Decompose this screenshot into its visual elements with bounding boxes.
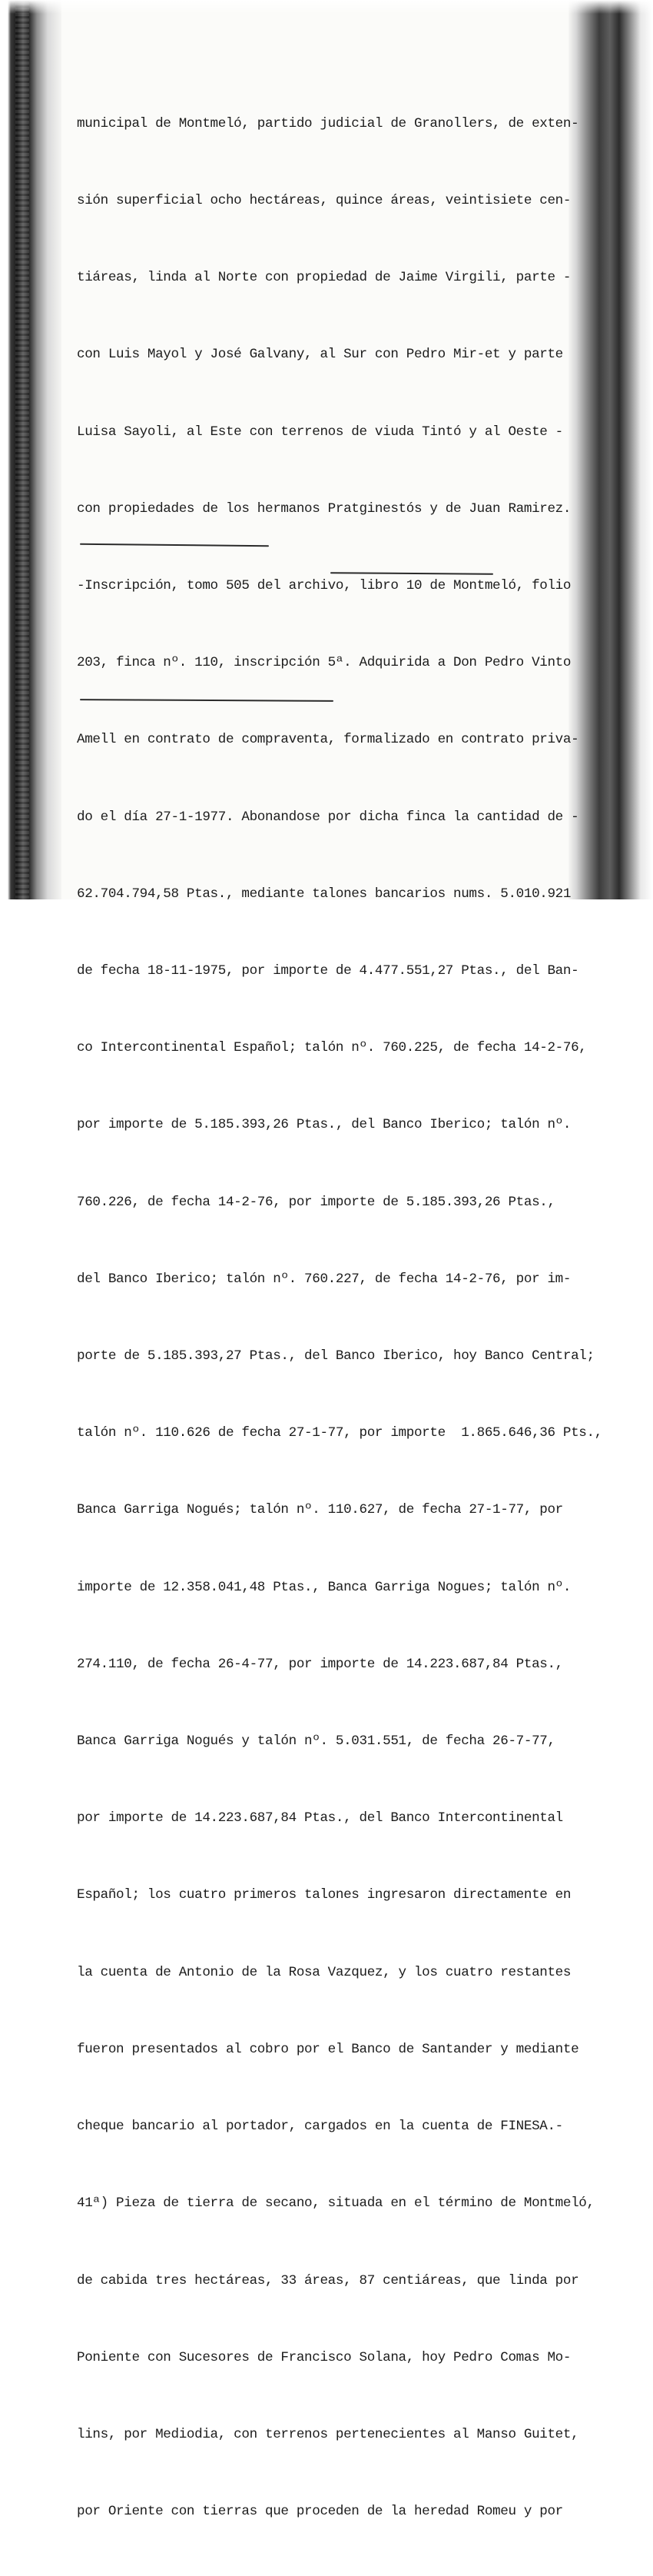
- text-line: de fecha 18-11-1975, por importe de 4.477.551,27 Ptas., del Ban-: [77, 963, 579, 979]
- text-line: Luisa Sayoli, al Este con terrenos de viuda Tintó y al Oeste -: [77, 424, 563, 440]
- text-line: con Luis Mayol y José Galvany, al Sur con Pedro Mir-et y parte: [77, 347, 563, 363]
- text-line: importe de 12.358.041,48 Ptas., Banca Garriga Nogues; talón nº.: [77, 1579, 572, 1595]
- text-line: talón nº. 110.626 de fecha 27-1-77, por importe 1.865.646,36 Pts.,: [77, 1425, 602, 1441]
- text-line: 760.226, de fecha 14-2-76, por importe de 5.185.393,26 Ptas.,: [77, 1194, 555, 1210]
- text-line: tiáreas, linda al Norte con propiedad de Jaime Virgili, parte -: [77, 270, 572, 286]
- top-margin: [0, 0, 653, 14]
- text-line: del Banco Iberico; talón nº. 760.227, de fecha 14-2-76, por im-: [77, 1271, 572, 1287]
- text-line: -Inscripción, tomo 505 del archivo, libro 10 de Montmeló, folio: [77, 578, 572, 594]
- left-binding-shadow: [0, 0, 61, 899]
- text-line: 203, finca nº. 110, inscripción 5ª. Adquirida a Don Pedro Vinto: [77, 655, 572, 671]
- text-line: Banca Garriga Nogués y talón nº. 5.031.551, de fecha 26-7-77,: [77, 1733, 555, 1750]
- text-line: 274.110, de fecha 26-4-77, por importe de 14.223.687,84 Ptas.,: [77, 1656, 563, 1672]
- text-line: cheque bancario al portador, cargados en la cuenta de FINESA.-: [77, 2119, 563, 2135]
- text-line: por importe de 5.185.393,26 Ptas., del Banco Iberico; talón nº.: [77, 1117, 572, 1133]
- text-line: Poniente con Sucesores de Francisco Solana, hoy Pedro Comas Mo-: [77, 2349, 572, 2365]
- text-line: do el día 27-1-1977. Abonandose por dicha finca la cantidad de -: [77, 809, 579, 825]
- text-line: lins, por Mediodia, con terrenos pertenecientes al Manso Guitet,: [77, 2426, 579, 2442]
- text-line: de cabida tres hectáreas, 33 áreas, 87 centiáreas, que linda por: [77, 2272, 579, 2288]
- text-line: por Oriente con tierras que proceden de la heredad Romeu y por: [77, 2504, 563, 2520]
- text-line: porte de 5.185.393,27 Ptas., del Banco Iberico, hoy Banco Central;: [77, 1348, 595, 1364]
- text-line: con propiedades de los hermanos Pratginestós y de Juan Ramirez.: [77, 500, 572, 517]
- text-line: municipal de Montmeló, partido judicial de Granollers, de exten-: [77, 115, 579, 131]
- text-line: Amell en contrato de compraventa, formalizado en contrato priva-: [77, 732, 579, 748]
- text-line: 41ª) Pieza de tierra de secano, situada en el término de Montmeló,: [77, 2195, 595, 2212]
- text-line: por importe de 14.223.687,84 Ptas., del Banco Intercontinental: [77, 1810, 563, 1826]
- text-line: fueron presentados al cobro por el Banco de Santander y mediante: [77, 2041, 579, 2057]
- text-line: co Intercontinental Español; talón nº. 760.225, de fecha 14-2-76,: [77, 1040, 587, 1056]
- text-line: Español; los cuatro primeros talones ingresaron directamente en: [77, 1887, 572, 1903]
- typewritten-text-block: [77, 60, 602, 2576]
- text-line: 62.704.794,58 Ptas., mediante talones bancarios nums. 5.010.921: [77, 886, 572, 902]
- text-line: la cuenta de Antonio de la Rosa Vazquez, y los cuatro restantes: [77, 1964, 572, 1980]
- text-line: sión superficial ocho hectáreas, quince áreas, veintisiete cen-: [77, 193, 572, 209]
- text-line: Banca Garriga Nogués; talón nº. 110.627, de fecha 27-1-77, por: [77, 1502, 563, 1518]
